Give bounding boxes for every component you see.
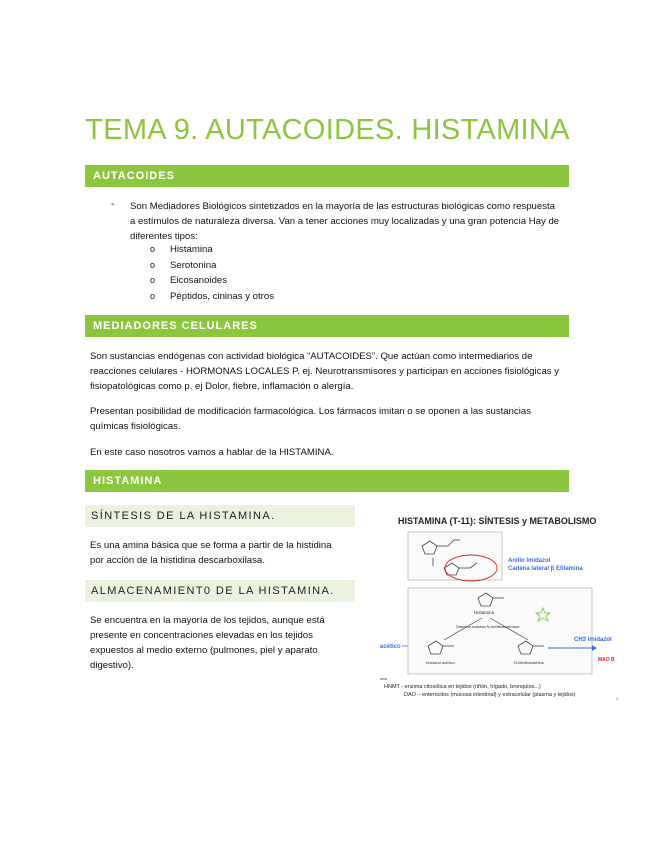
label-imidazol-acetico: Imidazol acético — [426, 660, 455, 665]
figure-top-box — [408, 532, 502, 580]
arrowhead-icon — [592, 645, 597, 651]
mediadores-paragraph-2 — [90, 404, 580, 434]
sintesis-paragraph — [90, 538, 360, 568]
dao-line: DAO – enterocitos (mucosa intestinal) y extracelular (plasma y tejidos) — [404, 692, 576, 698]
hnmt-line: HNMT - enzima citosólica en tejidos (riñón, hígado, bronquios...) — [384, 684, 541, 690]
text-line: fisiopatológicas como p. ej Dolor, fiebre, inflamación o alergía. — [90, 381, 354, 392]
subheading-sintesis: SÍNTESIS DE LA HISTAMINA. — [85, 505, 355, 527]
list-item-label: Serotonina — [170, 260, 217, 271]
label-enzymes: Diamina oxidasa N-metiltransferasa — [456, 624, 520, 629]
text-line: químicas fisiológicas. — [90, 421, 181, 432]
text-line: Son Mediadores Biológicos sintetizados en la mayoría de las estructuras biológicas como respuesta — [130, 201, 556, 212]
text-line: diferentes tipos: — [130, 231, 198, 242]
autacoides-paragraph — [130, 199, 580, 244]
text-line: Se encuentra en la mayoría de los tejidos, aunque está — [90, 615, 325, 626]
histamine-synthesis-figure — [378, 510, 622, 710]
label-ama: ama — [380, 677, 387, 681]
list-item-label: Eicosanoides — [170, 275, 228, 286]
text-line: Es una amina básica que se forma a partir de la histidina — [90, 540, 332, 551]
text-line: presente en concentraciones elevadas en los tejidos — [90, 630, 313, 641]
bullet-o: o — [150, 275, 156, 285]
text-line: expuestos al medio externo (pulmones, piel y aparato — [90, 645, 318, 656]
label-cadena: Cadena lateral β Etilamina — [508, 566, 583, 572]
section-heading-mediadores: MEDIADORES CELULARES — [85, 315, 569, 337]
label-anillo: Anillo Imidazol — [508, 558, 551, 564]
almacenamiento-paragraph — [90, 613, 360, 673]
label-ch3-imidazol: CH3 imidazol — [574, 637, 612, 643]
text-line: reacciones celulares - HORMONAS LOCALES P. ej. Neurotransmisores y participan en acciones fisiológicas y — [90, 366, 560, 377]
subheading-almacenamiento: ALMACENAMIENT0 DE LA HISTAMINA. — [85, 580, 355, 602]
text-line: a estímulos de naturaleza diversa. Van a tener acciones muy localizadas y una gran potencia Hay de — [130, 216, 560, 227]
bullet-o: o — [150, 244, 156, 254]
list-item-label: Péptidos, cininas y otros — [170, 291, 274, 302]
mediadores-paragraph-1 — [90, 349, 580, 394]
label-histamina-center: Histamina — [474, 610, 495, 615]
figure-title: HISTAMINA (T-11): SÍNTESIS y METABOLISMO — [398, 516, 597, 526]
list-item-label: Histamina — [170, 244, 213, 255]
bullet-o: o — [150, 260, 156, 270]
text-line: por acción de la histidina descarboxilasa. — [90, 555, 265, 566]
mediadores-paragraph-3: En este caso nosotros vamos a hablar de la HISTAMINA. — [90, 447, 334, 458]
section-heading-autacoides: AUTACOIDES — [85, 165, 569, 187]
bullet-dash: - — [111, 199, 115, 210]
label-acetico: acético — [380, 644, 401, 650]
section-heading-histamina: HISTAMINA — [85, 470, 569, 492]
label-mao-b: MAO B — [598, 657, 615, 663]
text-line: Presentan posibilidad de modificación farmacológica. Los fármacos imitan o se oponen a las sustancias — [90, 406, 532, 417]
text-line: digestivo). — [90, 660, 134, 671]
page-title: TEMA 9. AUTACOIDES. HISTAMINA — [85, 114, 570, 146]
page-marker: 4 — [616, 697, 618, 701]
bullet-o: o — [150, 291, 156, 301]
text-line: Son sustancias endógenas con actividad biológica “AUTACOIDES”. Que actúan como intermediarios de — [90, 351, 533, 362]
label-n-metilhistamina: N-Metilhistamina — [514, 660, 544, 665]
